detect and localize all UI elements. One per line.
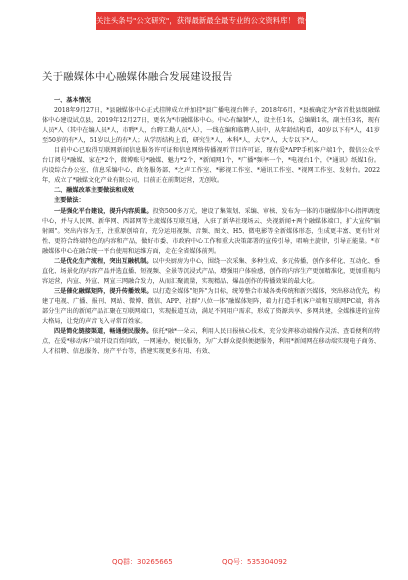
paragraph-6	[42, 327, 380, 357]
paragraph-2: 目前中心已取得互联网新闻信息服务许可证和信息网络传播视听节目许可证，现有爱*APP手机客户端1个，微信公众平台订阅号*融媒、家在*2个，微博账号*融媒、魅力*2个，*新闻网1个，*广播*频率一个，*电视台1个，《*通讯》纸媒1份。内设综合办公室、信息采编中心、政务服务部、*之声工作室、*影视工作室、*通讯工作室、*视网工作室、发射台。2022年，成立了*融媒文化产业有限公司，目前正在前期运营，无创收。	[42, 147, 380, 185]
document-title: 关于融媒体中心融媒体融合发展建设报告	[42, 71, 233, 83]
paragraph-5-lead: 三是催化融媒矩阵，提升传播效果。	[54, 287, 153, 295]
paragraph-4	[42, 257, 380, 287]
section-heading-reform: 二、融媒改革主要做法和成效	[54, 187, 134, 195]
footer	[0, 553, 408, 573]
paragraph-4-lead: 二是优化生产流程，突出互融机制。	[54, 257, 153, 265]
paragraph-3-lead: 一是强化平台建设，提升内容质量。	[54, 207, 153, 215]
paragraph-3-text: 投资500多万元，建设了集策划、采编、审核、发布为一体的市融媒体中心指挥调度中心，并与人民网、新华网、西部网等主流媒体互联互通，入驻了新华社现场云、央视新闻+两个融媒体端口，扩大宣传"辐射圈"。突出内容为王，注重原创培育，充分运用视频、音频、图文、H5、微电影等全新媒体形态，生成更丰富、更有针对性、更符合终端特色的内容和产品，做好市委、市政府中心工作和重大决策部署的宣传引导，唱响主旋律，引导正能量。*市融媒体中心在融合统一平台使用和运维方面，走在全省媒体前列。	[42, 207, 380, 255]
paragraph-6-lead: 四是简化链接渠道，畅通便民服务。	[54, 328, 153, 336]
footer-qq-number: QQ号：535304092	[222, 558, 288, 566]
document-body	[42, 96, 380, 357]
paragraph-6-text: 依托*融*一朵云，利用人民日报核心技术，充分发挥移动端操作灵活、查看便利的特点，在爱*移动客户端开设百姓问政，一网通办，便民服务，为广大群众提供便捷服务，利用*新闻网在移动端实现电子商务、人才招聘、信息服务、房产平台等，搭建实现更多有用、有效、	[42, 328, 380, 356]
footer-qq-group: QQ群：30265665	[112, 558, 173, 566]
paragraph-3	[42, 207, 380, 257]
paragraph-5	[42, 287, 380, 327]
subheading-main-practices: 主要做法：	[54, 197, 85, 205]
paragraph-5-text: 以打造全媒体"矩阵"为目标，统筹整合市域各类传统和新兴媒体，突出移动优先，构建了电视、广播、报刊、网站、微博、微信、APP、社群"八位一体"融媒体矩阵，着力打造手机客户端和互联网PC端，将各部分生产出的新闻产品汇聚在互联网端口，实现报道互动，满足不同用户需求，形成了资源共享、多网共建，全媒推进的宣传大格局，让党的声音飞入寻常百姓家。	[42, 287, 380, 326]
paragraph-1: 2018年9月27日，*县融媒体中心正式挂牌成立并加挂*县广播电视台牌子，2018年6月，*县被确定为*省首批县级融媒体中心建设试点县，2019年12月27日，更名为*市融媒体中心。中心有编制*人，设主任1名，总编辑1名，副主任3名，现有人员*人（其中在编人员*人，市聘*人，台聘工勤人员*人），一线在编和临聘人员中，从年龄结构看，40岁以下有*人，41岁至50岁的有*人，51岁以上的有*人；从学历结构上看，研究生*人，本科*人，大专*人，大专以下*人。	[42, 107, 380, 145]
section-heading-basic-situation: 一、基本情况	[54, 97, 91, 104]
paragraph-4-text: 以中央厨房为中心，围绕一次采集、多种生成、多元传播，创作多样化、互动化、垂直化、场景化的内容产品并选直播、短视频、全景等沉浸式产品，增强用户体验感，创作的内容生产更加精准化，更加重视内容运营，内宣、外宣、网宣三网融合发力，从而汇聚流量，实现精品、爆品创作的传播效果的最大化。	[42, 257, 380, 285]
promo-banner: 关注头条号"公文研究"，获得最新最全最专业的公文资料库！ 微信：gongwenxs	[96, 12, 306, 30]
